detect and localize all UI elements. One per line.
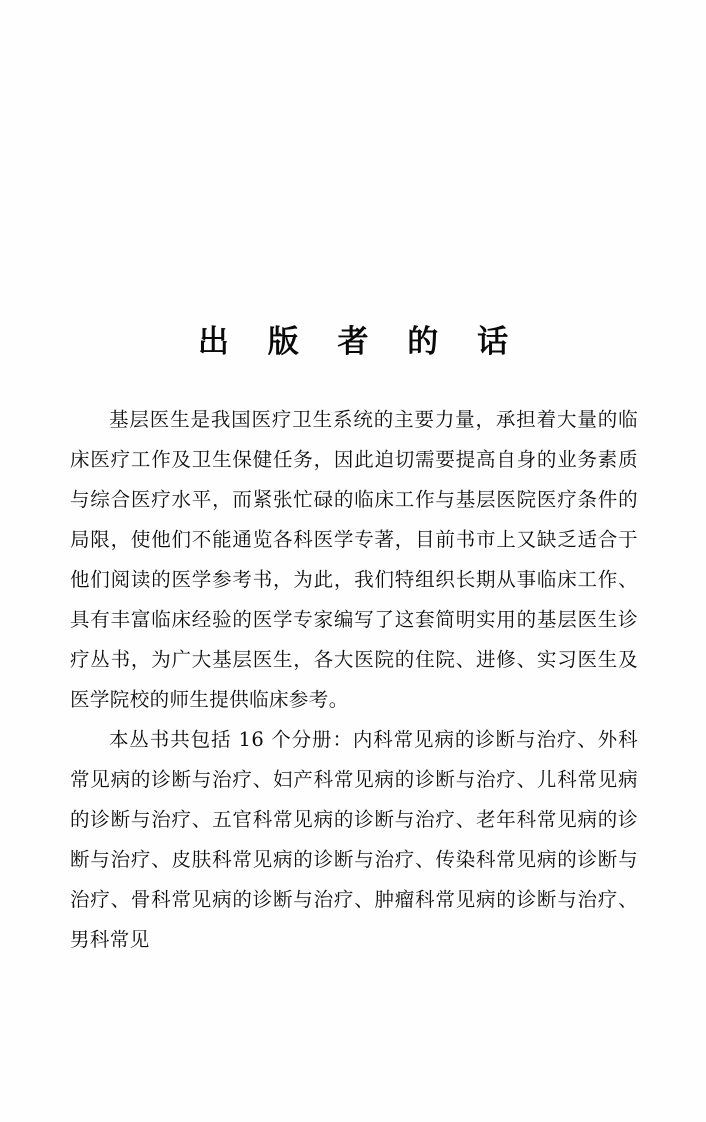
body-text bbox=[70, 400, 638, 960]
paragraph-2: 本丛书共包括 16 个分册：内科常见病的诊断与治疗、外科常见病的诊断与治疗、妇产科常见病的诊断与治疗、儿科常见病的诊断与治疗、五官科常见病的诊断与治疗、老年科常见病的诊断与治疗、皮肤科常见病的诊断与治疗、传染科常见病的诊断与治疗、骨科常见病的诊断与治疗、肿瘤科常见病的诊断与治疗、男科常见 bbox=[70, 728, 638, 951]
paragraph-1: 基层医生是我国医疗卫生系统的主要力量，承担着大量的临床医疗工作及卫生保健任务，因此迫切需要提高自身的业务素质与综合医疗水平，而紧张忙碌的临床工作与基层医院医疗条件的局限，使他们不能通览各科医学专著，目前书市上又缺乏适合于他们阅读的医学参考书，为此，我们特组织长期从事临床工作、具有丰富临床经验的医学专家编写了这套简明实用的基层医生诊疗丛书，为广大基层医生，各大医院的住院、进修、实习医生及医学院校的师生提供临床参考。 bbox=[70, 408, 638, 711]
page-title: 出 版 者 的 话 bbox=[197, 324, 523, 360]
